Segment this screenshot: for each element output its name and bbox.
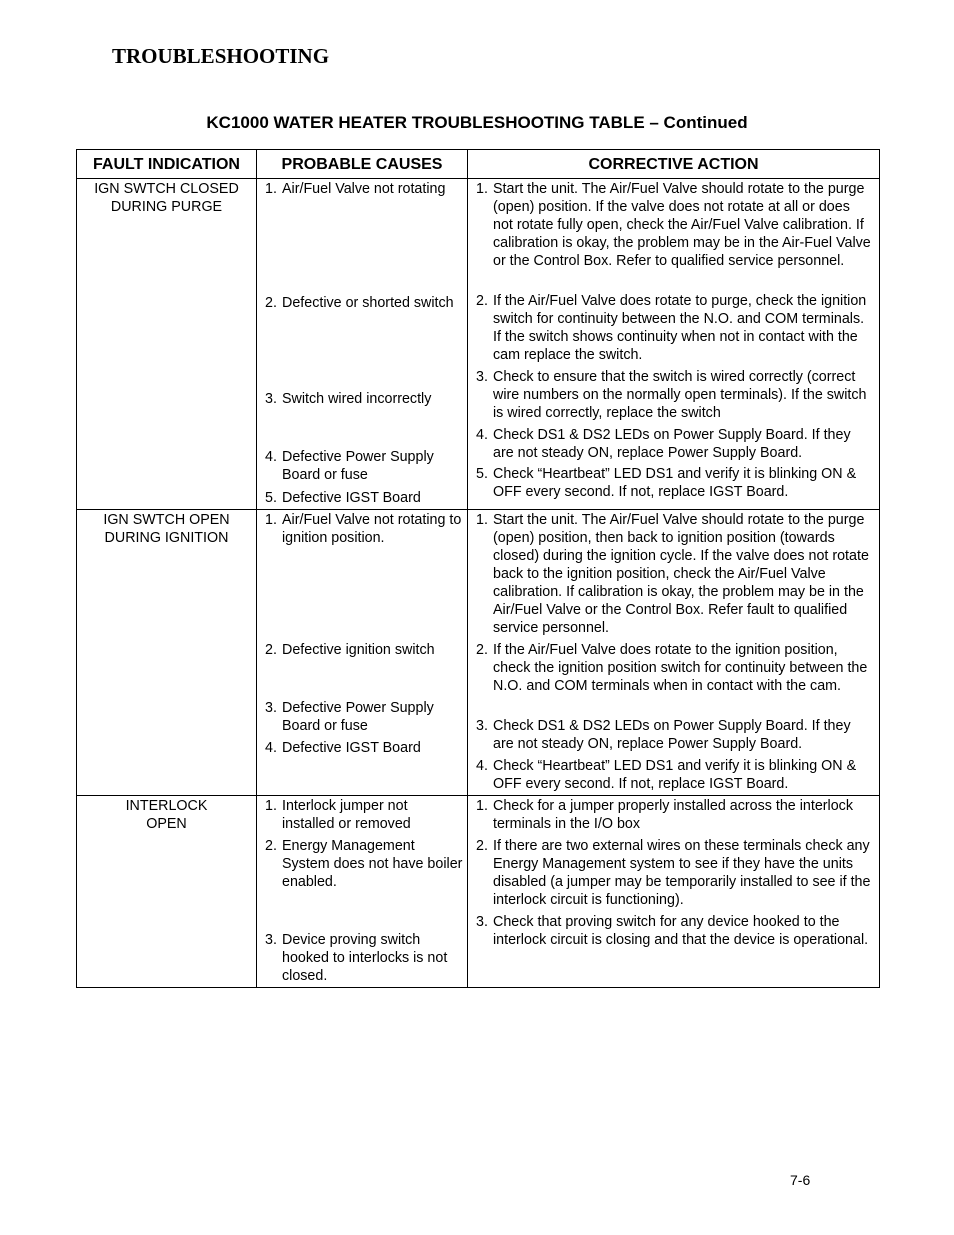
action-text: If the Air/Fuel Valve does rotate to purge, check the ignition switch for continuity between the N.O. and COM terminals. If the switch shows continuity when not in contact with the cam replace the switch. <box>493 293 867 363</box>
fault-indication-cell <box>77 796 257 988</box>
probable-causes-cell <box>257 179 468 510</box>
action-number: 3. <box>476 369 488 385</box>
action-item <box>468 797 879 837</box>
table-row <box>77 510 880 796</box>
table-title: KC1000 WATER HEATER TROUBLESHOOTING TABLE – Continued <box>206 113 748 132</box>
cause-number: 1. <box>265 181 277 197</box>
action-text: Check that proving switch for any device hooked to the interlock circuit is closing and that the device is operational. <box>493 914 869 948</box>
cause-text: Energy Management System does not have boiler enabled. <box>282 838 463 890</box>
cause-text: Switch wired incorrectly <box>282 391 432 407</box>
action-number: 1. <box>476 798 488 814</box>
cause-text: Defective Power Supply Board or fuse <box>282 700 434 734</box>
header-corrective-action: CORRECTIVE ACTION <box>468 150 880 179</box>
cause-item <box>257 489 467 507</box>
corrective-action-cell <box>468 796 880 988</box>
action-item <box>468 913 879 949</box>
action-item <box>468 292 879 368</box>
table-row <box>77 796 880 988</box>
cause-text: Defective IGST Board <box>282 490 421 506</box>
cause-number: 2. <box>265 642 277 658</box>
action-item <box>468 511 879 641</box>
action-item <box>468 180 879 292</box>
cause-item <box>257 837 467 931</box>
table-header-row <box>77 150 880 179</box>
header-fault-indication: FAULT INDICATION <box>77 150 257 179</box>
action-text: Check DS1 & DS2 LEDs on Power Supply Board. If they are not steady ON, replace Power Supply Board. <box>493 427 851 461</box>
action-number: 2. <box>476 838 488 854</box>
cause-number: 5. <box>265 490 277 506</box>
fault-line: IGN SWTCH OPEN <box>103 512 230 528</box>
action-number: 5. <box>476 466 488 482</box>
action-item <box>468 837 879 913</box>
action-item <box>468 641 879 717</box>
cause-number: 3. <box>265 391 277 407</box>
cause-item <box>257 699 467 739</box>
cause-number: 1. <box>265 798 277 814</box>
cause-number: 2. <box>265 295 277 311</box>
cause-text: Defective or shorted switch <box>282 295 454 311</box>
action-text: Check to ensure that the switch is wired correctly (correct wire numbers on the normally open terminals). If the switch is wired correctly, replace the switch <box>493 369 867 421</box>
cause-number: 4. <box>265 740 277 756</box>
action-item <box>468 426 879 465</box>
action-item <box>468 757 879 793</box>
cause-number: 3. <box>265 700 277 716</box>
header-probable-causes: PROBABLE CAUSES <box>257 150 468 179</box>
action-number: 1. <box>476 512 488 528</box>
action-number: 2. <box>476 293 488 309</box>
page-number: 7-6 <box>790 1172 811 1188</box>
troubleshooting-table <box>76 149 880 988</box>
corrective-action-cell <box>468 179 880 510</box>
fault-line: INTERLOCK <box>125 798 208 814</box>
action-item <box>468 465 879 501</box>
cause-text: Defective IGST Board <box>282 740 421 756</box>
action-item <box>468 717 879 757</box>
cause-text: Air/Fuel Valve not rotating to ignition position. <box>282 512 462 546</box>
cause-item <box>257 294 467 390</box>
action-text: Check DS1 & DS2 LEDs on Power Supply Board. If they are not steady ON, replace Power Supply Board. <box>493 718 851 752</box>
cause-number: 1. <box>265 512 277 528</box>
action-text: Check for a jumper properly installed across the interlock terminals in the I/O box <box>493 798 853 832</box>
cause-item <box>257 390 467 448</box>
corrective-action-cell <box>468 510 880 796</box>
action-text: Check “Heartbeat” LED DS1 and verify it is blinking ON & OFF every second. If not, replace IGST Board. <box>493 758 857 792</box>
action-text: Start the unit. The Air/Fuel Valve should rotate to the purge (open) position. If the valve does not rotate at all or does not rotate fully open, check the Air/Fuel Valve calibration. If calibration is okay, the problem may be in the Air-Fuel Valve or the Control Box. Refer to qualified service personnel. <box>493 181 871 269</box>
fault-line: IGN SWTCH CLOSED <box>94 181 239 197</box>
cause-text: Defective Power Supply Board or fuse <box>282 449 434 483</box>
action-item <box>468 368 879 426</box>
action-number: 3. <box>476 914 488 930</box>
fault-indication-cell <box>77 179 257 510</box>
action-text: If there are two external wires on these terminals check any Energy Management system to see if they have the units disabled (a jumper may be temporarily installed to see if the interlock circuit is functioning). <box>493 838 871 908</box>
action-number: 4. <box>476 427 488 443</box>
action-text: If the Air/Fuel Valve does rotate to the ignition position, check the ignition position switch for continuity between the N.O. and COM terminals when in contact with the cam. <box>493 642 868 694</box>
cause-number: 4. <box>265 449 277 465</box>
fault-line: DURING IGNITION <box>104 530 229 546</box>
cause-text: Interlock jumper not installed or removed <box>282 798 411 832</box>
cause-number: 2. <box>265 838 277 854</box>
cause-item <box>257 511 467 641</box>
action-text: Check “Heartbeat” LED DS1 and verify it is blinking ON & OFF every second. If not, replace IGST Board. <box>493 466 857 500</box>
fault-line: OPEN <box>146 816 187 832</box>
cause-item <box>257 931 467 985</box>
cause-item <box>257 641 467 699</box>
cause-text: Device proving switch hooked to interlocks is not closed. <box>282 932 448 984</box>
probable-causes-cell <box>257 796 468 988</box>
action-number: 1. <box>476 181 488 197</box>
cause-text: Air/Fuel Valve not rotating <box>282 181 446 197</box>
cause-text: Defective ignition switch <box>282 642 435 658</box>
cause-number: 3. <box>265 932 277 948</box>
cause-item <box>257 739 467 779</box>
cause-item <box>257 448 467 489</box>
action-text: Start the unit. The Air/Fuel Valve should rotate to the purge (open) position, then back to ignition position (towards closed) during the ignition cycle. If the valve does not rotate back to the ignition position, check the Air/Fuel Valve calibration. If calibration is okay, the problem may be in the Air/Fuel Valve or the Control Box. Refer fault to qualified service personnel. <box>493 512 869 636</box>
table-row <box>77 179 880 510</box>
action-number: 3. <box>476 718 488 734</box>
section-title: TROUBLESHOOTING <box>112 44 330 68</box>
probable-causes-cell <box>257 510 468 796</box>
cause-item <box>257 797 467 837</box>
cause-item <box>257 180 467 294</box>
fault-indication-cell <box>77 510 257 796</box>
action-number: 2. <box>476 642 488 658</box>
action-number: 4. <box>476 758 488 774</box>
fault-line: DURING PURGE <box>110 199 223 215</box>
